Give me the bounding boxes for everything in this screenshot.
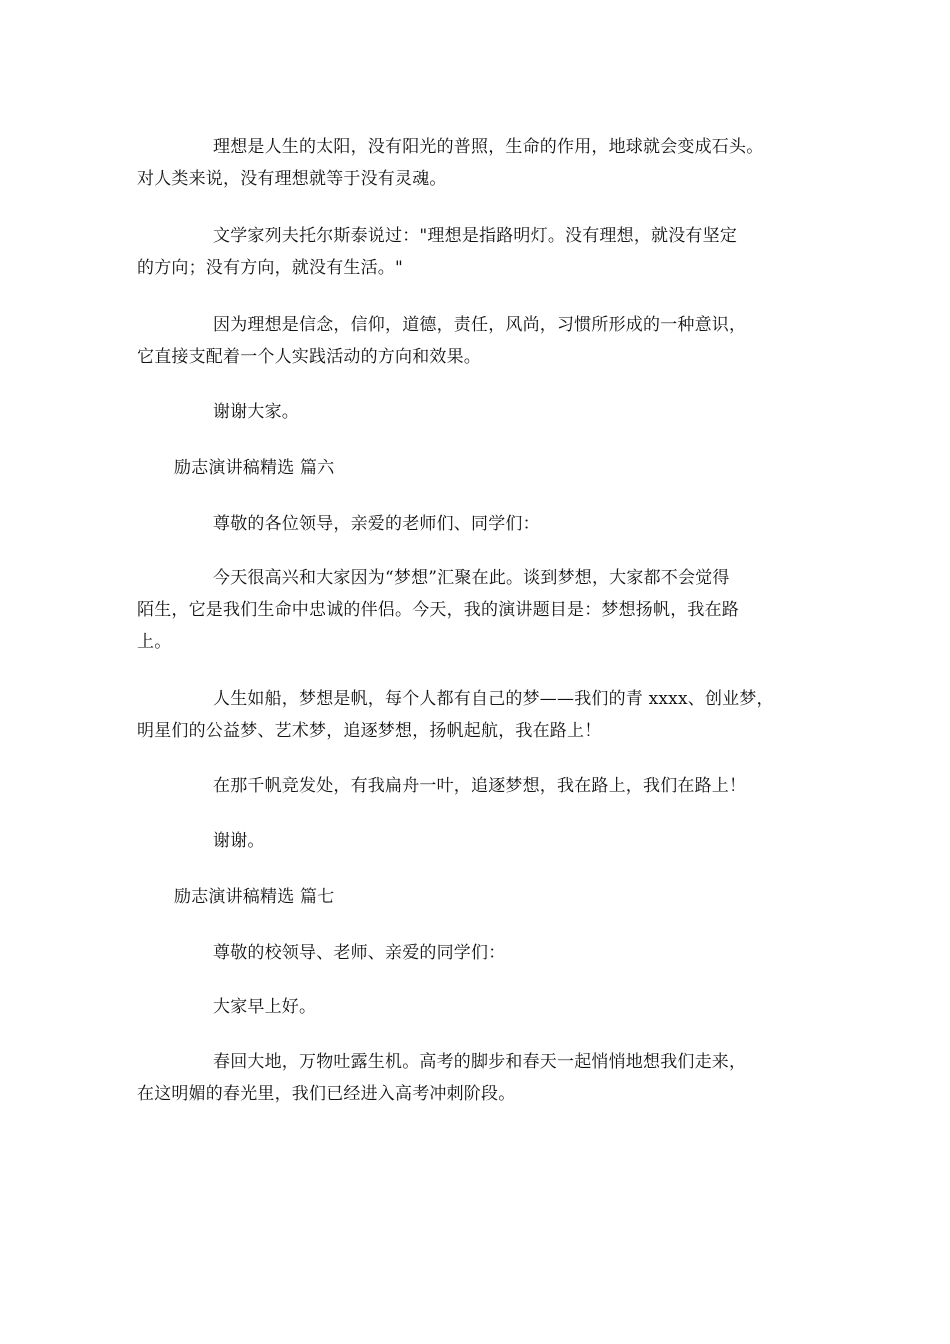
text-line: 谢谢大家。 bbox=[213, 402, 299, 422]
text-line: 明星们的公益梦、艺术梦，追逐梦想，扬帆起航，我在路上！ bbox=[137, 721, 602, 741]
paragraph-ideal-belief bbox=[137, 309, 837, 373]
paragraph-thanks-all bbox=[137, 396, 837, 428]
paragraph-ideal-sun bbox=[137, 131, 837, 195]
paragraph-thousand-sails bbox=[137, 770, 837, 802]
text-line: 尊敬的各位领导，亲爱的老师们、同学们： bbox=[213, 514, 540, 534]
section-heading-seven: 励志演讲稿精选 篇七 bbox=[174, 887, 335, 907]
text-line: 文学家列夫托尔斯泰说过："理想是指路明灯。没有理想，就没有坚定 bbox=[213, 226, 738, 246]
text-line: 谢谢。 bbox=[213, 831, 265, 851]
text-line: 它直接支配着一个人实践活动的方向和效果。 bbox=[137, 347, 481, 367]
text-line: 大家早上好。 bbox=[213, 997, 317, 1017]
text-line: 春回大地，万物吐露生机。高考的脚步和春天一起悄悄地想我们走来， bbox=[213, 1052, 747, 1072]
paragraph-life-boat bbox=[137, 683, 837, 747]
text-line: 尊敬的校领导、老师、亲爱的同学们： bbox=[213, 943, 506, 963]
text-line: 的方向；没有方向，就没有生活。" bbox=[137, 258, 404, 278]
text-line: 陌生，它是我们生命中忠诚的伴侣。今天，我的演讲题目是：梦想扬帆，我在路 bbox=[137, 600, 739, 620]
text-line: 上。 bbox=[137, 632, 172, 652]
section-heading-six: 励志演讲稿精选 篇六 bbox=[174, 458, 335, 478]
paragraph-good-morning bbox=[137, 991, 837, 1023]
text-line: 人生如船，梦想是帆，每个人都有自己的梦——我们的青 xxxx、创业梦， bbox=[213, 689, 774, 709]
paragraph-tolstoy-quote bbox=[137, 220, 837, 284]
text-line: 在那千帆竞发处，有我扁舟一叶，追逐梦想，我在路上，我们在路上！ bbox=[213, 776, 747, 796]
text-line: 对人类来说，没有理想就等于没有灵魂。 bbox=[137, 169, 447, 189]
paragraph-dream-intro bbox=[137, 562, 837, 658]
text-line: 理想是人生的太阳，没有阳光的普照，生命的作用，地球就会变成石头。 bbox=[213, 137, 764, 157]
text-line: 今天很高兴和大家因为“梦想”汇聚在此。谈到梦想，大家都不会觉得 bbox=[213, 568, 730, 588]
paragraph-greeting-seven bbox=[137, 937, 837, 969]
paragraph-thanks bbox=[137, 825, 837, 857]
text-line: 因为理想是信念，信仰，道德，责任，风尚，习惯所形成的一种意识， bbox=[213, 315, 747, 335]
text-line: 在这明媚的春光里，我们已经进入高考冲刺阶段。 bbox=[137, 1084, 516, 1104]
paragraph-spring-exam bbox=[137, 1046, 837, 1110]
paragraph-greeting-six bbox=[137, 508, 837, 540]
